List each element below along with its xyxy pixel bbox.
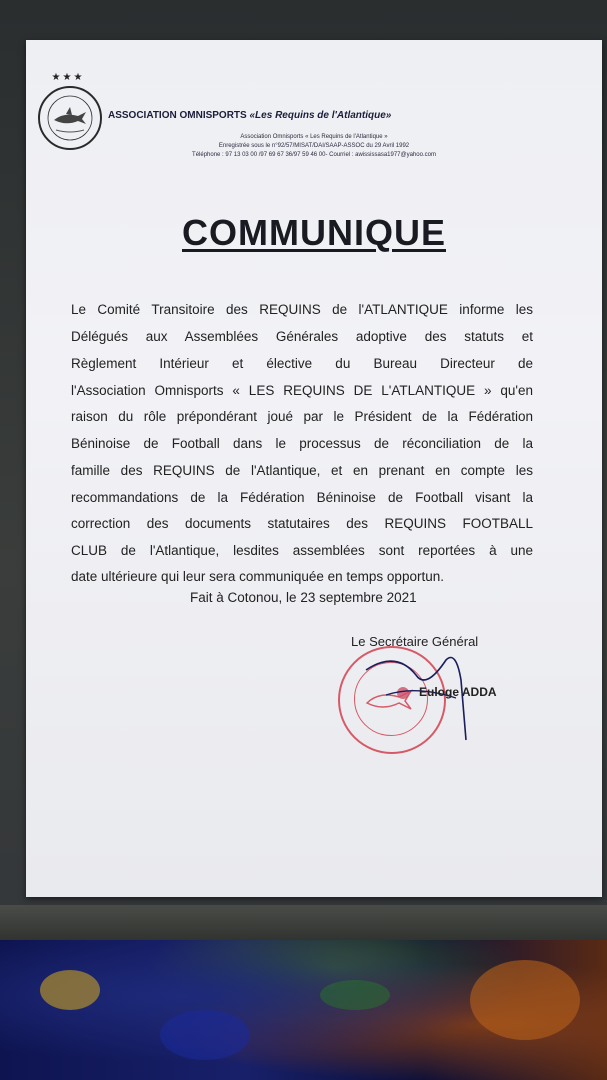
registration-line: Enregistrée sous le n°92/57/MISAT/DAI/SAAP-ASSOC du 29 Avril 1992	[218, 143, 410, 149]
body-line: date ultérieure qui leur sera communiquée en temps opportun.	[71, 569, 444, 584]
fabric-pattern	[320, 980, 390, 1010]
signatory-name: Euloge ADDA	[419, 685, 497, 699]
date-line: Fait à Cotonou, le 23 septembre 2021	[190, 590, 417, 605]
body-line: Béninoise de Football dans le processus de réconciliation de la	[71, 436, 533, 451]
body-line: l'Association Omnisports « LES REQUINS DE L'ATLANTIQUE » qu'en	[71, 383, 533, 398]
org-name-plain: ASSOCIATION OMNISPORTS	[108, 110, 250, 121]
body-line: correction des documents statutaires des REQUINS FOOTBALL	[71, 516, 533, 531]
page-title: COMMUNIQUE	[182, 212, 446, 253]
communique-document	[26, 40, 602, 897]
body-line: Le Comité Transitoire des REQUINS de l'ATLANTIQUE informe les	[71, 302, 533, 317]
body-line: famille des REQUINS de l'Atlantique, et en prenant en compte les	[71, 463, 533, 478]
org-subtitle: Association Omnisports « Les Requins de l'Atlantique »	[240, 134, 388, 140]
body-line: raison du rôle prépondérant joué par le Président de la Fédération	[71, 409, 533, 424]
logo-stars: ★★★	[51, 72, 85, 83]
organization-name	[108, 110, 391, 121]
org-name-italic: «Les Requins de l'Atlantique»	[249, 110, 392, 121]
body-line: Délégués aux Assemblées Générales adoptive des statuts et	[71, 329, 533, 344]
body-line: CLUB de l'Atlantique, lesdites assemblées sont reportées à une	[71, 543, 533, 558]
fabric-pattern	[160, 1010, 250, 1060]
body-line: recommandations de la Fédération Béninoise de Football visant la	[71, 490, 533, 505]
signatory-title: Le Secrétaire Général	[351, 634, 479, 649]
contact-line: Téléphone : 97 13 03 00 /97 69 67 36/97 59 46 00- Courriel : awississasa1977@yahoo.com	[192, 152, 436, 158]
ledge	[0, 905, 607, 945]
fabric-pattern	[40, 970, 100, 1010]
fabric-foreground	[0, 940, 607, 1080]
body-line: Règlement Intérieur et élective du Bureau Directeur de	[71, 356, 533, 371]
fabric-pattern	[470, 960, 580, 1040]
